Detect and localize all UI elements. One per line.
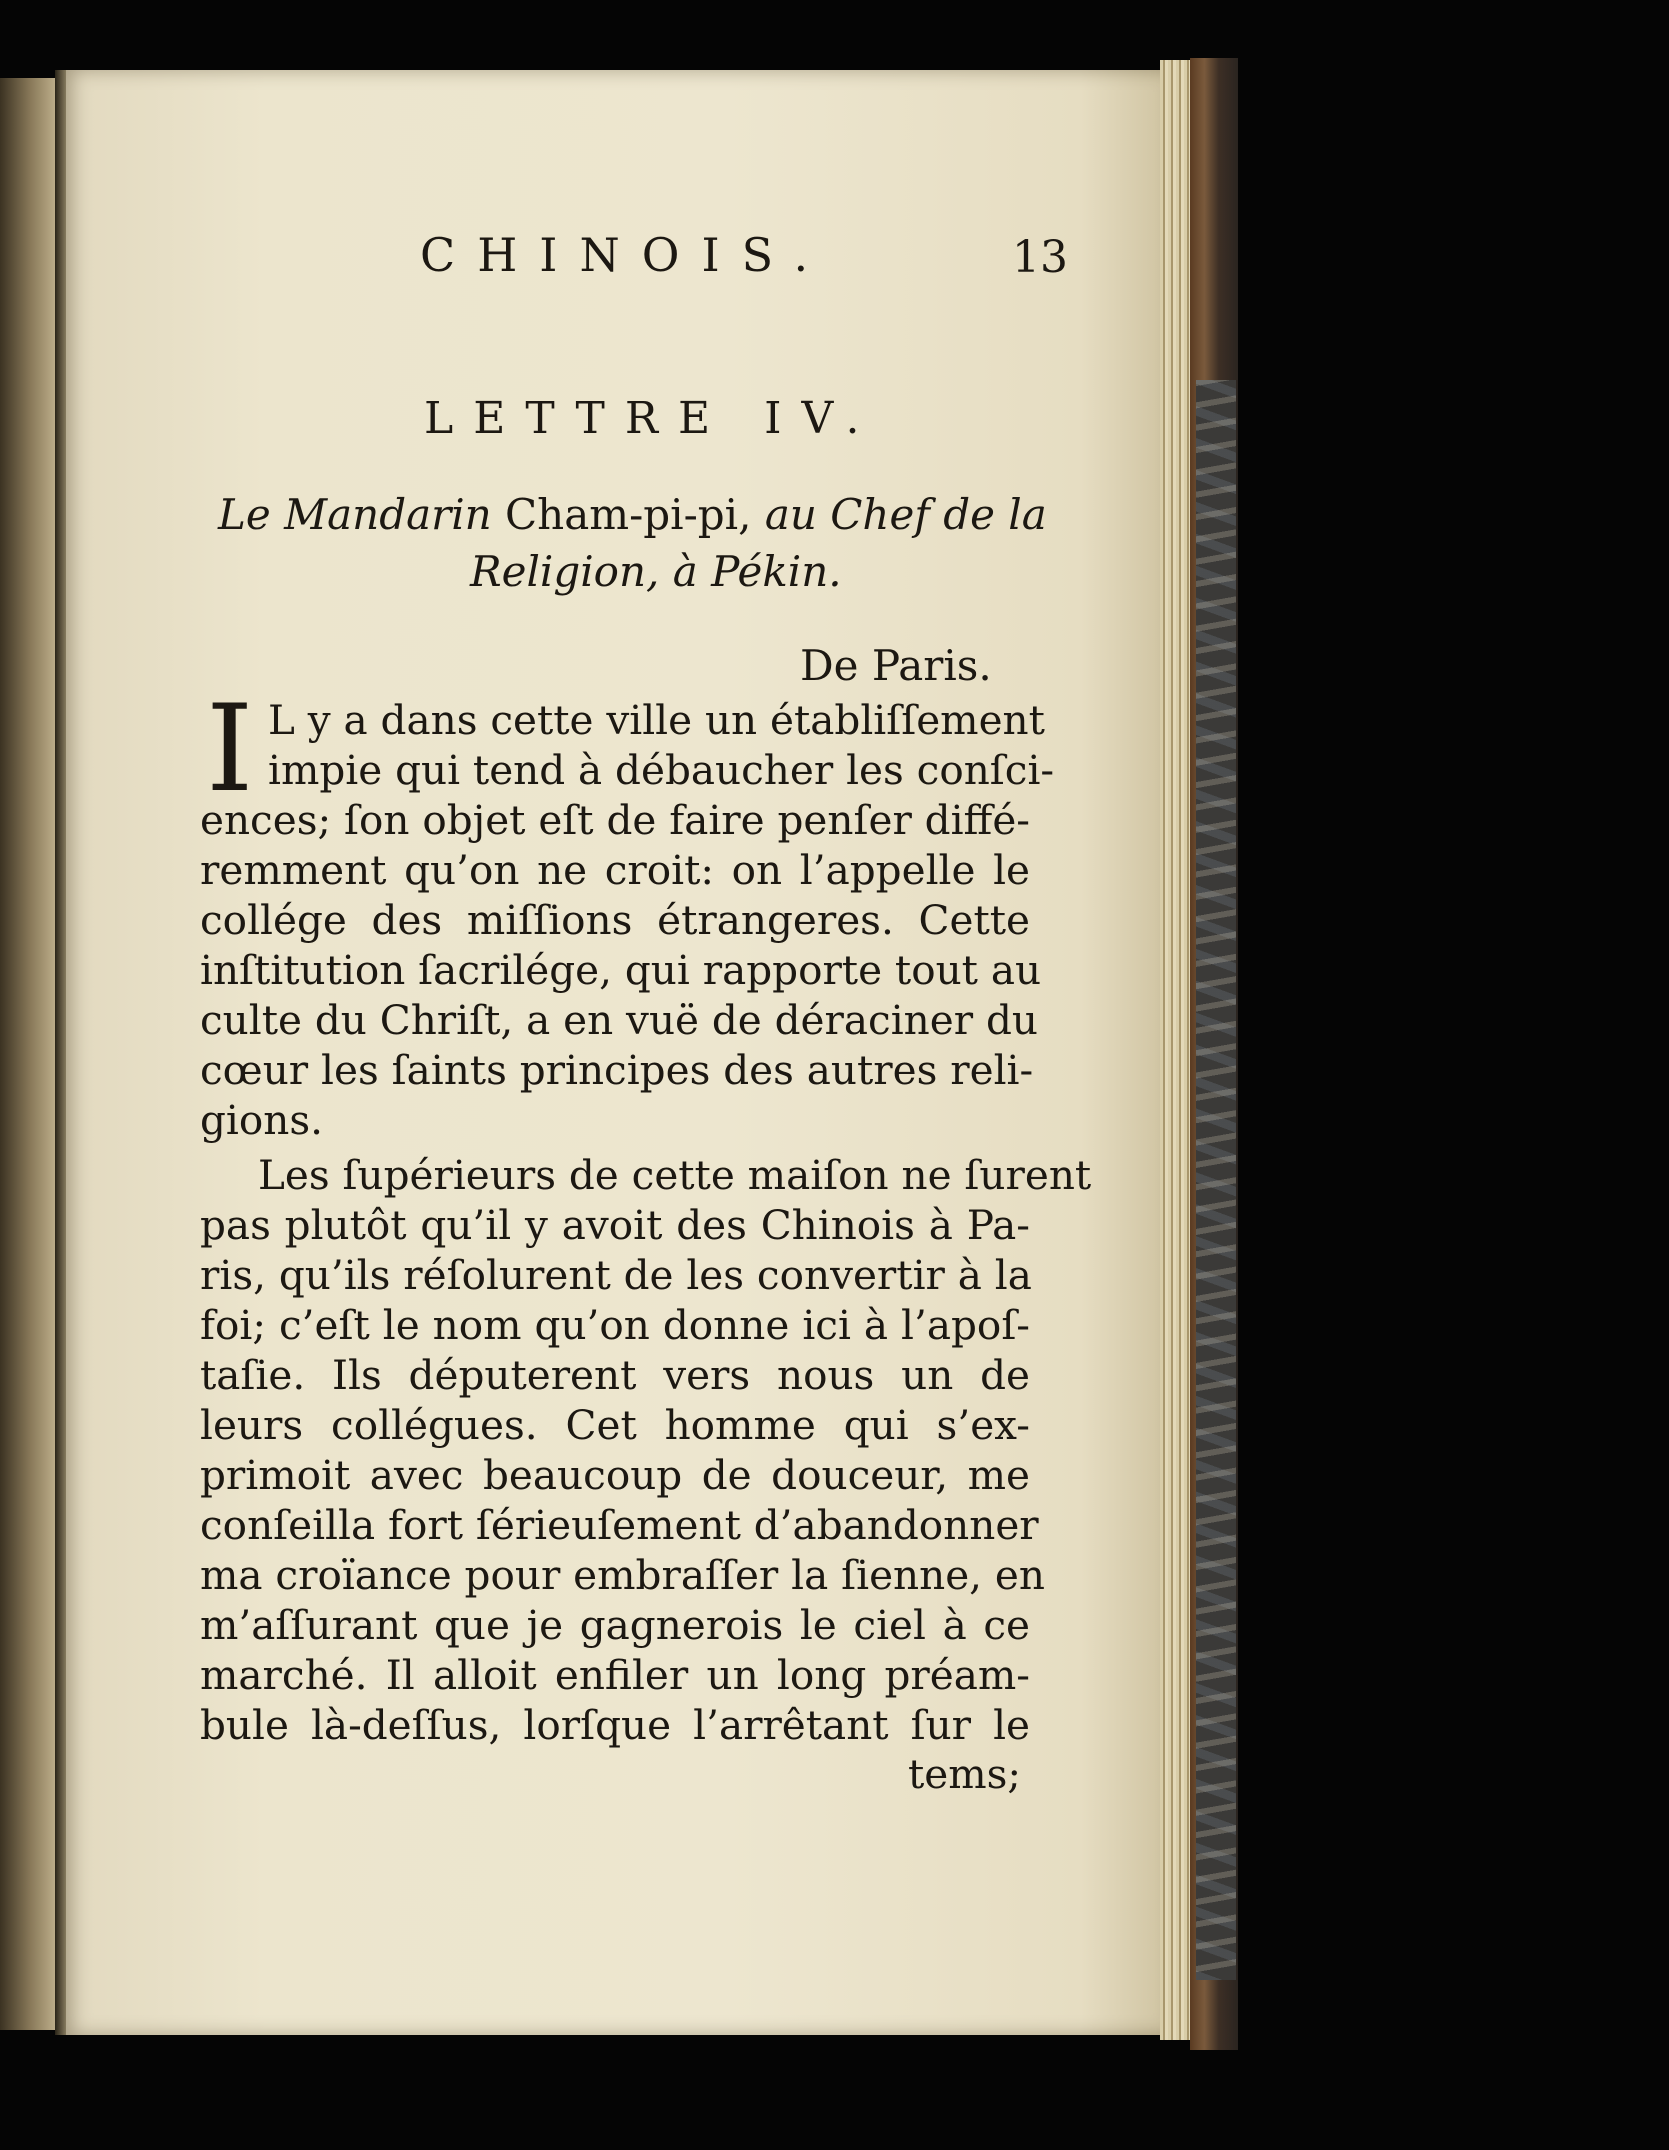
drop-cap: I [206, 680, 254, 819]
body-line: m’aſſurant que je gagnerois le ciel à ce [200, 1601, 1030, 1649]
body-line: marché. Il alloit enfiler un long préam- [200, 1651, 1030, 1699]
facing-page-edge [0, 78, 62, 2030]
body-line: gions. [200, 1096, 324, 1144]
body-line: ma croïance pour embraſſer la ſienne, en [200, 1551, 1045, 1599]
page-number: 13 [1012, 232, 1068, 283]
running-head: CHINOIS. [420, 228, 831, 282]
body-line: inſtitution ſacrilége, qui rapporte tout au [200, 946, 1042, 994]
body-line: L y a dans cette ville un établiſſement [268, 696, 1045, 744]
body-line: ris, qu’ils réſolurent de les convertir à la [200, 1251, 1032, 1299]
address-italic-2: au Chef de la [764, 490, 1047, 539]
body-line: culte du Chriſt, a en vuë de déraciner du [200, 996, 1038, 1044]
body-line: taſie. Ils députerent vers nous un de [200, 1351, 1030, 1399]
body-line: cœur les ſaints principes des autres reli- [200, 1046, 1034, 1094]
dateline-place: De Paris. [800, 641, 992, 690]
body-line: pas plutôt qu’il y avoit des Chinois à Pa- [200, 1201, 1030, 1249]
catchword: tems; [908, 1750, 1022, 1798]
body-line: conſeilla fort ſérieuſement d’abandonner [200, 1501, 1039, 1549]
page-edges [1160, 60, 1190, 2040]
body-line: collége des miſſions étrangeres. Cette [200, 896, 1030, 944]
address-line-2: Religion, à Pékin. [470, 547, 842, 596]
body-line: bule là-deſſus, lorſque l’arrêtant ſur le [200, 1701, 1030, 1749]
body-line: Les ſupérieurs de cette maiſon ne ſurent [258, 1151, 1092, 1199]
address-roman: Cham-pi-pi, [491, 490, 765, 539]
body-line: primoit avec beaucoup de douceur, me [200, 1451, 1030, 1499]
body-line: ences; ſon objet eſt de faire penſer diffé- [200, 796, 1030, 844]
address-italic-1: Le Mandarin [218, 490, 492, 539]
body-line: remment qu’on ne croit: on l’appelle le [200, 846, 1030, 894]
letter-title: LETTRE IV. [424, 393, 880, 444]
marbled-board [1196, 380, 1236, 1980]
address-line-1 [218, 490, 1058, 539]
body-line: leurs collégues. Cet homme qui s’ex- [200, 1401, 1030, 1449]
body-line: impie qui tend à débaucher les conſci- [268, 746, 1055, 794]
body-line: foi; c’eſt le nom qu’on donne ici à l’apoſ- [200, 1301, 1030, 1349]
